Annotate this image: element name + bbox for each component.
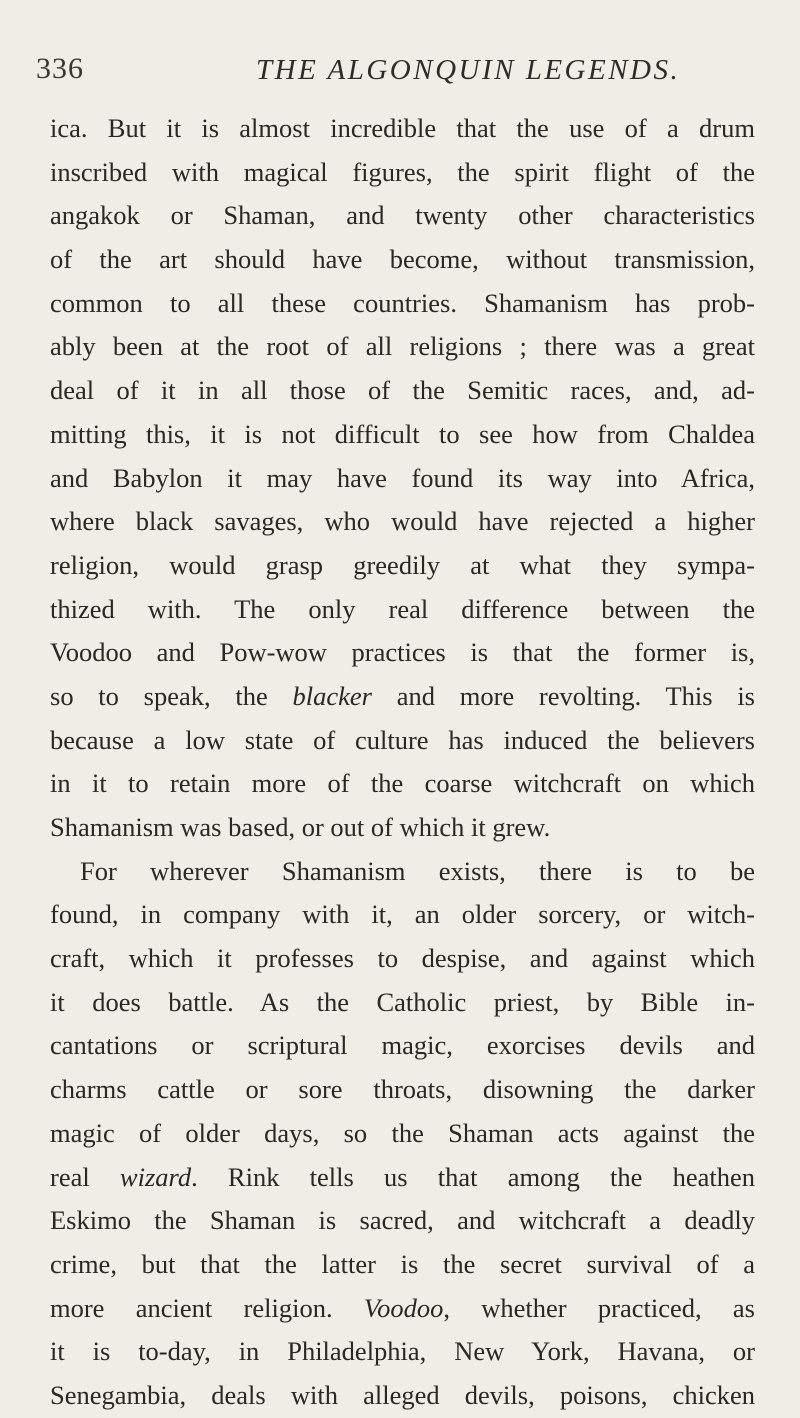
text-line: so to speak, the blacker and more revolting. This is <box>50 680 755 711</box>
text-line: Senegambia, deals with alleged devils, poisons, chicken <box>50 1379 755 1410</box>
text-line: thized with. The only real difference between the <box>50 593 755 624</box>
body-text <box>50 107 755 1418</box>
text-line: ica. But it is almost incredible that the use of a drum <box>50 113 755 143</box>
text-line: Voodoo and Pow-wow practices is that the former is, <box>50 637 755 668</box>
text-line: it is to-day, in Philadelphia, New York, Havana, or <box>50 1336 755 1367</box>
italic-word: wizard <box>119 1161 192 1192</box>
text-line: craft, which it professes to despise, and against which <box>50 943 755 974</box>
text-line: Shamanism was based, or out of which it grew. <box>50 812 551 842</box>
text-line: because a low state of culture has induced the believers <box>50 724 755 755</box>
text-line: more ancient religion. Voodoo, whether practiced, as <box>50 1292 755 1323</box>
text-line: angakok or Shaman, and twenty other characteristics <box>50 200 755 231</box>
text-line: For wherever Shamanism exists, there is to be <box>80 855 755 886</box>
text-line: where black savages, who would have rejected a higher <box>50 506 755 537</box>
text-line: crime, but that the latter is the secret survival of a <box>50 1248 755 1279</box>
text-line: of the art should have become, without transmission, <box>50 244 755 275</box>
italic-word: Voodoo <box>363 1292 444 1323</box>
text-line: religion, would grasp greedily at what they sympa- <box>50 549 755 580</box>
text-line: Eskimo the Shaman is sacred, and witchcraft a deadly <box>50 1205 755 1236</box>
text-line: cantations or scriptural magic, exorcises devils and <box>50 1030 755 1061</box>
text-line: in it to retain more of the coarse witchcraft on which <box>50 768 755 799</box>
text-line: found, in company with it, an older sorcery, or witch- <box>50 899 755 930</box>
running-title: THE ALGONQUIN LEGENDS. <box>256 54 681 86</box>
text-line: it does battle. As the Catholic priest, by Bible in- <box>50 986 755 1017</box>
text-line: charms cattle or sore throats, disowning the darker <box>50 1074 755 1105</box>
page-header <box>0 40 800 100</box>
page-number: 336 <box>36 52 84 85</box>
text-line: real wizard. Rink tells us that among the heathen <box>50 1161 755 1192</box>
text-line: deal of it in all those of the Semitic races, and, ad- <box>50 375 755 406</box>
text-line: magic of older days, so the Shaman acts against the <box>50 1117 755 1148</box>
text-line: common to all these countries. Shamanism has prob- <box>50 287 755 318</box>
italic-word: blacker <box>292 680 372 711</box>
text-line: ably been at the root of all religions ; there was a great <box>50 331 755 362</box>
text-line: inscribed with magical figures, the spirit flight of the <box>50 156 755 187</box>
text-line: mitting this, it is not difficult to see how from Chaldea <box>50 418 755 449</box>
text-line: and Babylon it may have found its way into Africa, <box>50 462 755 493</box>
